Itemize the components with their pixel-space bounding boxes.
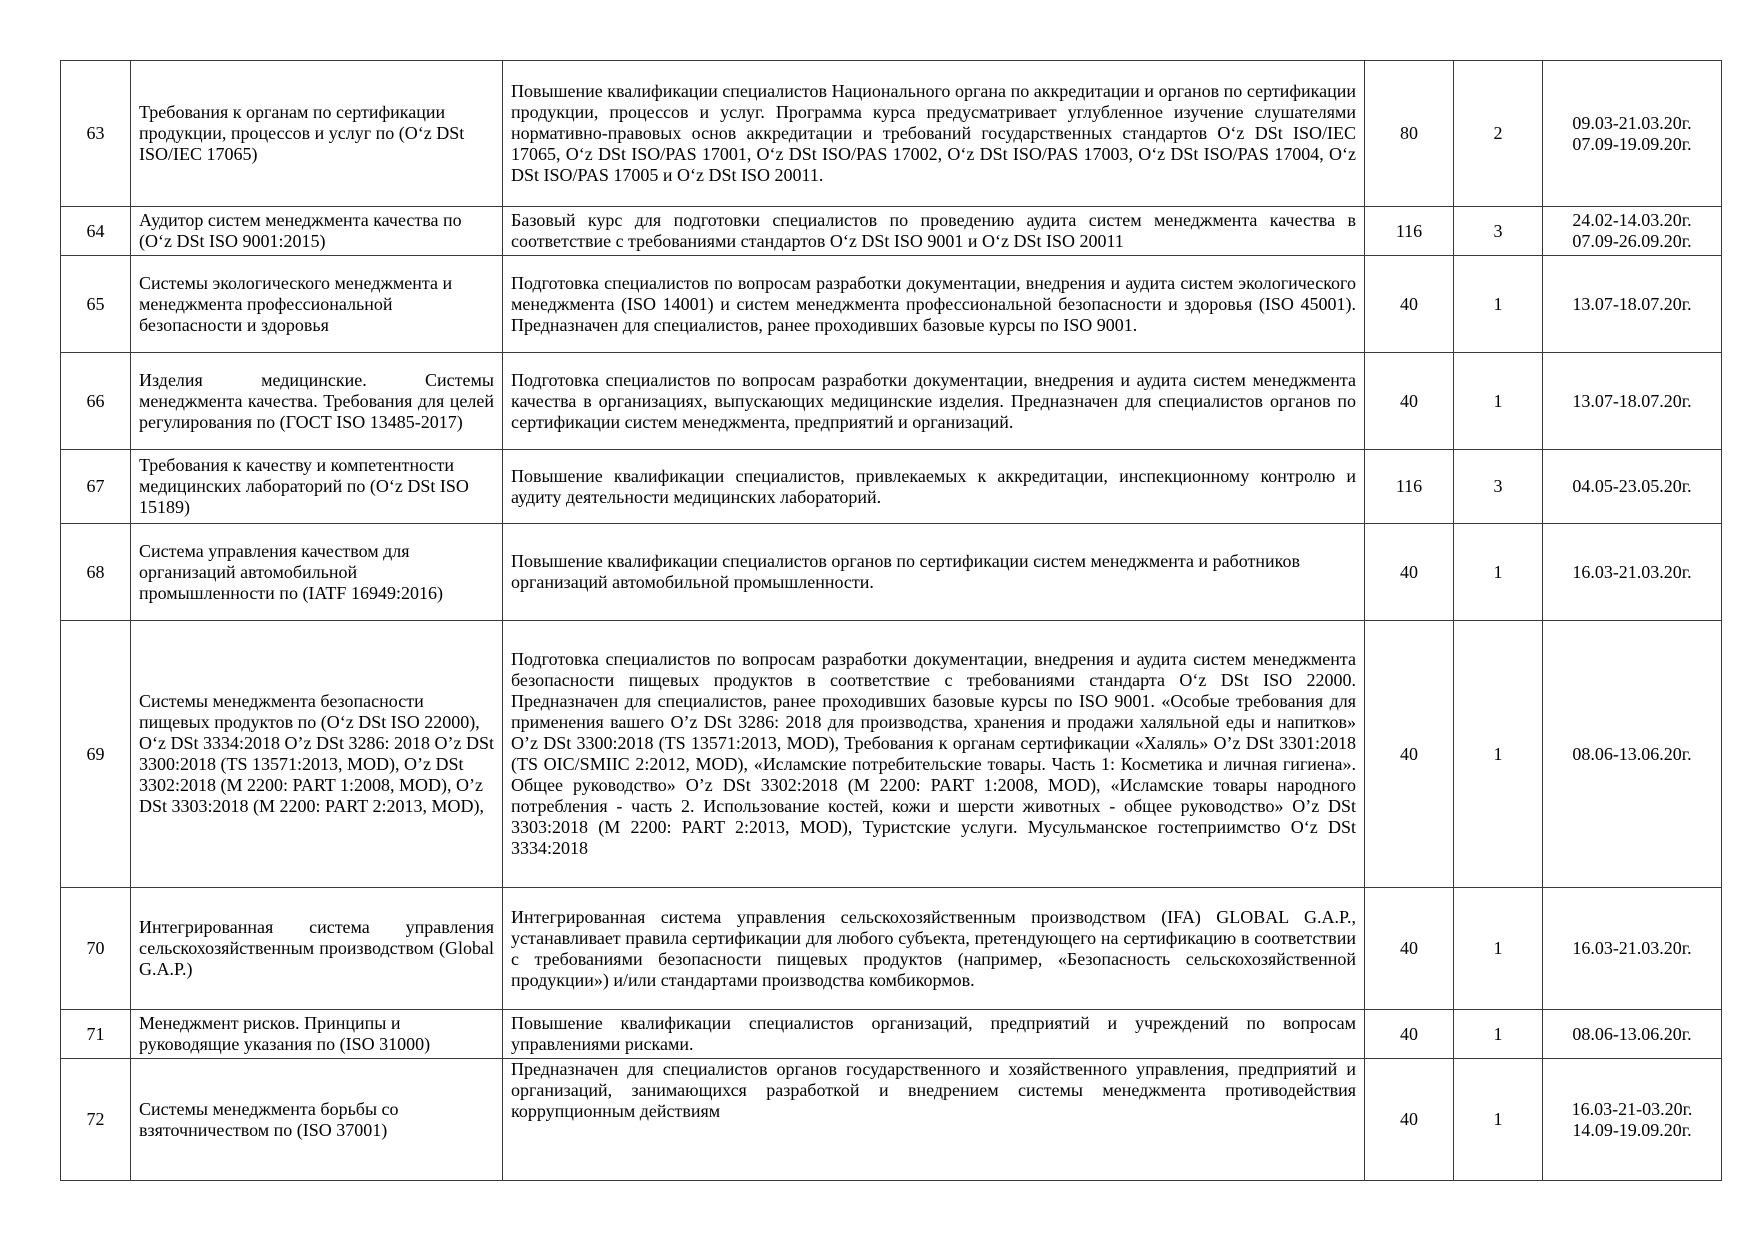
table-row: [61, 256, 1722, 353]
row-number: 65: [61, 256, 131, 353]
course-description: Повышение квалификации специалистов организаций, предприятий и учреждений по вопросам управлениями рисками.: [503, 1010, 1365, 1059]
course-groups: 1: [1454, 1059, 1543, 1181]
courses-table: [60, 60, 1722, 1181]
course-groups: 1: [1454, 888, 1543, 1010]
table-row: [61, 524, 1722, 621]
course-groups: 1: [1454, 1010, 1543, 1059]
course-name: Аудитор систем менеджмента качества по (O‘z DSt ISO 9001:2015): [131, 207, 503, 256]
table-row: [61, 621, 1722, 888]
course-description: Предназначен для специалистов органов государственного и хозяйственного управления, предприятий и организаций, занимающихся разработкой и внедрением системы менеджмента противодействия коррупционным действиям: [503, 1059, 1365, 1181]
date-range: 04.05-23.05.20г.: [1572, 476, 1692, 496]
course-hours: 40: [1365, 888, 1454, 1010]
table-row: [61, 353, 1722, 450]
course-groups: 1: [1454, 621, 1543, 888]
date-range: 16.03-21-03.20г.: [1571, 1098, 1693, 1119]
course-groups: 1: [1454, 353, 1543, 450]
course-name: Менеджмент рисков. Принципы и руководящие указания по (ISO 31000): [131, 1010, 503, 1059]
row-number: 70: [61, 888, 131, 1010]
date-range: 09.03-21.03.20г.: [1572, 112, 1692, 133]
row-number: 68: [61, 524, 131, 621]
course-hours: 40: [1365, 1010, 1454, 1059]
course-hours: 40: [1365, 256, 1454, 353]
course-name: Изделия медицинские. Системы менеджмента качества. Требования для целей регулирования по (ГОСТ ISO 13485-2017): [131, 353, 503, 450]
course-name: Система управления качеством для организаций автомобильной промышленности по (IATF 16949:2016): [131, 524, 503, 621]
course-hours: 116: [1365, 450, 1454, 524]
course-groups: 3: [1454, 207, 1543, 256]
course-description: Повышение квалификации специалистов, привлекаемых к аккредитации, инспекционному контролю и аудиту деятельности медицинских лабораторий.: [503, 450, 1365, 524]
table-row: [61, 450, 1722, 524]
course-description: Подготовка специалистов по вопросам разработки документации, внедрения и аудита систем менеджмента безопасности пищевых продуктов в соответствие с требованиями стандарта O‘z DSt ISO 22000. Предназначен для специалистов, ранее проходивших базовые курсы по ISO 9001. «Особые требования для применения вашего O’z DSt 3286: 2018 для производства, хранения и продажи халяльной еды и напитков» O’z DSt 3300:2018 (TS 13571:2013, MOD), Требования к органам сертификации «Халяль» O’z DSt 3301:2018 (TS OIC/SMIIC 2:2012, MOD), «Исламские потребительские товары. Часть 1: Косметика и личная гигиена». Общее руководство» O’z DSt 3302:2018 (M 2200: PART 1:2008, MOD), «Исламские товары народного потребления - часть 2. Использование костей, кожи и шерсти животных - общее руководство» O’z DSt 3303:2018 (M 2200: PART 2:2013, MOD), Туристские услуги. Мусульманское гостеприимство O‘z DSt 3334:2018: [503, 621, 1365, 888]
course-hours: 40: [1365, 524, 1454, 621]
date-range: 14.09-19.09.20г.: [1572, 1119, 1692, 1140]
table-row: [61, 207, 1722, 256]
date-range: 13.07-18.07.20г.: [1572, 293, 1692, 314]
date-range: 08.06-13.06.20г.: [1572, 743, 1692, 764]
date-range: 16.03-21.03.20г.: [1572, 938, 1692, 958]
table-row: [61, 1059, 1722, 1181]
row-number: 64: [61, 207, 131, 256]
course-name: Системы менеджмента борьбы со взяточничеством по (ISO 37001): [131, 1059, 503, 1181]
course-description: Повышение квалификации специалистов органов по сертификации систем менеджмента и работников организаций автомобильной промышленности.: [503, 524, 1365, 621]
row-number: 66: [61, 353, 131, 450]
course-hours: 80: [1365, 61, 1454, 207]
row-number: 63: [61, 61, 131, 207]
course-hours: 116: [1365, 207, 1454, 256]
course-name: Интегрированная система управления сельскохозяйственным производством (Global G.A.P.): [131, 888, 503, 1010]
course-dates: [1543, 353, 1722, 450]
date-range: 13.07-18.07.20г.: [1572, 390, 1692, 411]
course-description: Повышение квалификации специалистов Национального органа по аккредитации и органов по сертификации продукции, процессов и услуг. Программа курса предусматривает углубленное изучение слушателями нормативно-правовых основ аккредитации и требований государственных стандартов O‘z DSt ISO/IEC 17065, O‘z DSt ISO/PAS 17001, O‘z DSt ISO/PAS 17002, O‘z DSt ISO/PAS 17003, O‘z DSt ISO/PAS 17004, O‘z DSt ISO/PAS 17005 и O‘z DSt ISO 20011.: [503, 61, 1365, 207]
course-dates: [1543, 888, 1722, 1010]
row-number: 67: [61, 450, 131, 524]
date-range: 24.02-14.03.20г.: [1572, 210, 1692, 230]
date-range: 16.03-21.03.20г.: [1572, 561, 1692, 582]
course-groups: 3: [1454, 450, 1543, 524]
course-groups: 1: [1454, 524, 1543, 621]
course-dates: [1543, 1059, 1722, 1181]
row-number: 69: [61, 621, 131, 888]
course-groups: 2: [1454, 61, 1543, 207]
course-name: Системы менеджмента безопасности пищевых продуктов по (O‘z DSt ISO 22000), O‘z DSt 3334:2018 O’z DSt 3286: 2018 O’z DSt 3300:2018 (TS 13571:2013, MOD), O’z DSt 3302:2018 (M 2200: PART 1:2008, MOD), O’z DSt 3303:2018 (M 2200: PART 2:2013, MOD),: [131, 621, 503, 888]
course-dates: [1543, 450, 1722, 524]
course-description: Подготовка специалистов по вопросам разработки документации, внедрения и аудита систем менеджмента качества в организациях, выпускающих медицинские изделия. Предназначен для специалистов органов по сертификации систем менеджмента, предприятий и организаций.: [503, 353, 1365, 450]
course-groups: 1: [1454, 256, 1543, 353]
course-dates: [1543, 256, 1722, 353]
course-description: Интегрированная система управления сельскохозяйственным производством (IFA) GLOBAL G.A.P., устанавливает правила сертификации для любого субъекта, претендующего на сертификацию в соответствии с требованиями безопасности пищевых продуктов (например, «Безопасность сельскохозяйственной продукции») и/или стандартами производства комбикормов.: [503, 888, 1365, 1010]
row-number: 71: [61, 1010, 131, 1059]
course-dates: [1543, 61, 1722, 207]
date-range: 07.09-19.09.20г.: [1572, 133, 1692, 154]
course-dates: [1543, 207, 1722, 256]
date-range: 08.06-13.06.20г.: [1572, 1023, 1692, 1044]
row-number: 72: [61, 1059, 131, 1181]
table-row: [61, 888, 1722, 1010]
course-dates: [1543, 524, 1722, 621]
table-row: [61, 61, 1722, 207]
table-row: [61, 1010, 1722, 1059]
course-hours: 40: [1365, 353, 1454, 450]
course-hours: 40: [1365, 621, 1454, 888]
course-name: Требования к органам по сертификации продукции, процессов и услуг по (O‘z DSt ISO/IEC 17065): [131, 61, 503, 207]
course-hours: 40: [1365, 1059, 1454, 1181]
course-description: Базовый курс для подготовки специалистов по проведению аудита систем менеджмента качества в соответствие с требованиями стандартов O‘z DSt ISO 9001 и O‘z DSt ISO 20011: [503, 207, 1365, 256]
date-range: 07.09-26.09.20г.: [1572, 231, 1692, 251]
course-dates: [1543, 1010, 1722, 1059]
course-dates: [1543, 621, 1722, 888]
course-description: Подготовка специалистов по вопросам разработки документации, внедрения и аудита систем экологического менеджмента (ISO 14001) и систем менеджмента профессиональной безопасности и здоровья (ISO 45001). Предназначен для специалистов, ранее проходивших базовые курсы по ISO 9001.: [503, 256, 1365, 353]
course-name: Требования к качеству и компетентности медицинских лабораторий по (O‘z DSt ISO 15189): [131, 450, 503, 524]
course-name: Системы экологического менеджмента и менеджмента профессиональной безопасности и здоровья: [131, 256, 503, 353]
